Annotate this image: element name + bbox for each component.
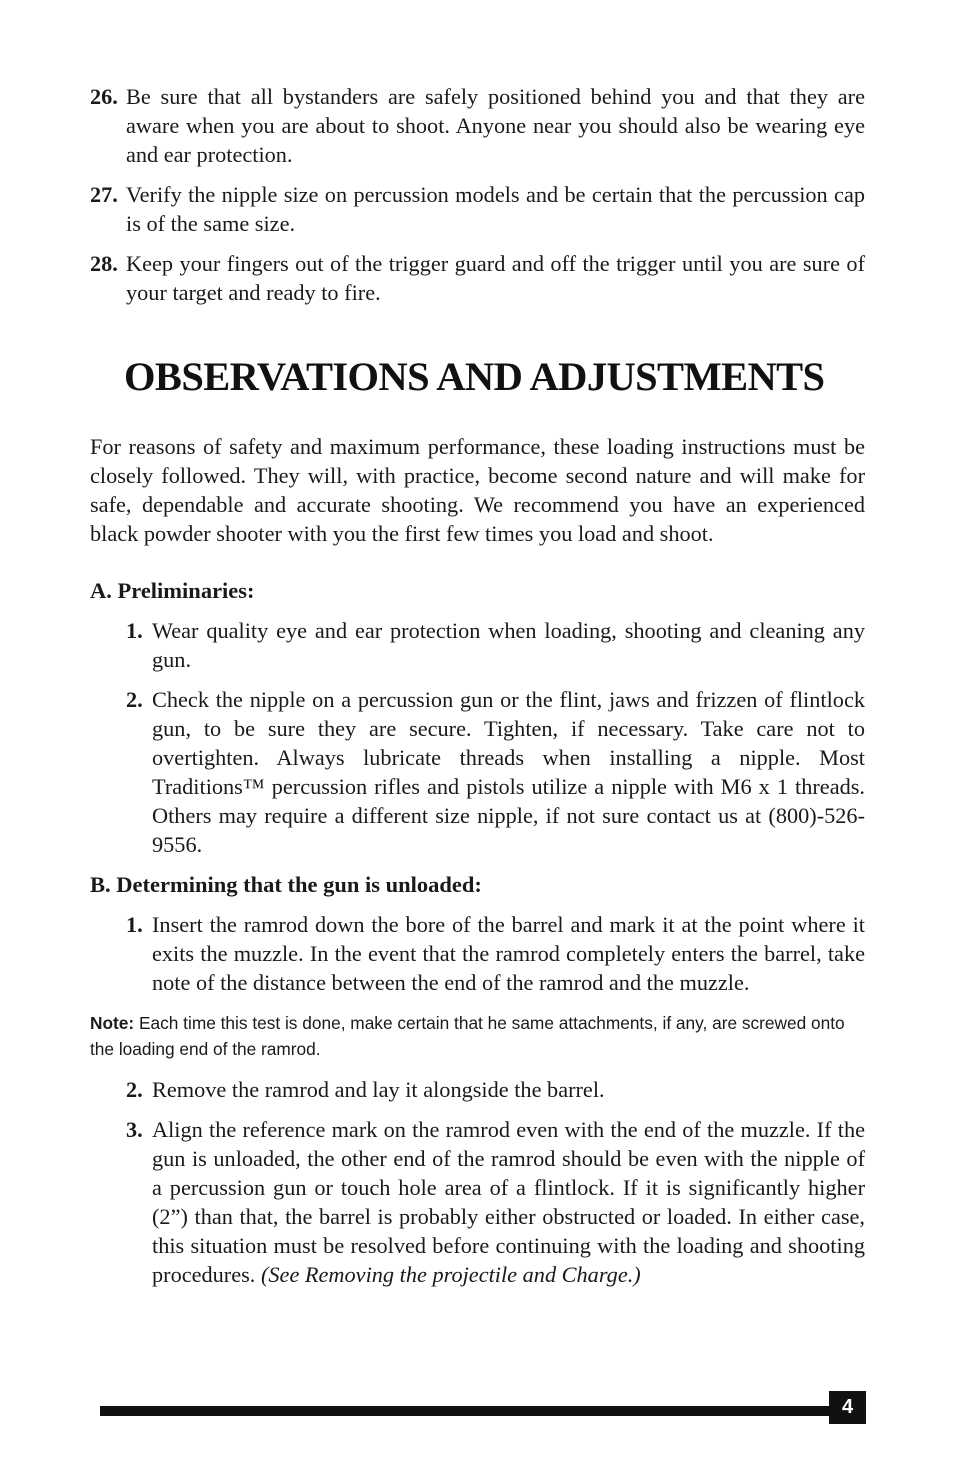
item-text: Be sure that all bystanders are safely positioned behind you and that they are aware when you are about to shoot. Anyone near you should also be wearing eye and ear protection. [126, 84, 865, 167]
unloaded-item-2 [126, 1075, 865, 1104]
note-text: Each time this test is done, make certain that he same attachments, if any, are screwed onto the loading end of the ramrod. [90, 1013, 845, 1059]
item-number: 28. [90, 251, 118, 276]
item-number: 1. [126, 618, 143, 643]
intro-paragraph: For reasons of safety and maximum performance, these loading instructions must be closely followed. They will, with practice, become second nature and will make for safe, dependable and accurate shooting. We recommend you have an experienced black powder shooter with you the first few times you load and shoot. [90, 434, 865, 546]
item-reference: (See Removing the projectile and Charge.) [260, 1262, 641, 1287]
footer-rule [100, 1406, 840, 1416]
unloaded-item-3 [126, 1115, 865, 1289]
unloaded-item-1 [126, 910, 865, 997]
page-content [90, 82, 865, 1300]
item-text: Wear quality eye and ear protection when loading, shooting and cleaning any gun. [152, 618, 865, 672]
item-number: 27. [90, 182, 118, 207]
item-number: 26. [90, 84, 118, 109]
item-text: Remove the ramrod and lay it alongside the barrel. [152, 1077, 605, 1102]
note [90, 1010, 865, 1062]
item-number: 2. [126, 687, 143, 712]
section-a-heading: A. Preliminaries: [90, 578, 255, 603]
page-number: 4 [829, 1391, 866, 1424]
item-text: Verify the nipple size on percussion models and be certain that the percussion cap is of the same size. [126, 182, 865, 236]
note-label: Note: [90, 1013, 135, 1033]
section-title: OBSERVATIONS AND ADJUSTMENTS [124, 354, 825, 399]
preliminary-item-1 [126, 616, 865, 674]
item-number: 1. [126, 912, 143, 937]
preliminary-item-2 [126, 685, 865, 859]
safety-item-28 [90, 249, 865, 307]
item-number: 2. [126, 1077, 143, 1102]
item-text: Insert the ramrod down the bore of the barrel and mark it at the point where it exits the muzzle. In the event that the ramrod completely enters the barrel, take note of the distance between the end of the ramrod and the muzzle. [152, 912, 865, 995]
section-b-heading: B. Determining that the gun is unloaded: [90, 872, 482, 897]
safety-item-26 [90, 82, 865, 169]
safety-item-27 [90, 180, 865, 238]
item-text: Keep your fingers out of the trigger guard and off the trigger until you are sure of your target and ready to fire. [126, 251, 865, 305]
item-text: Align the reference mark on the ramrod even with the end of the muzzle. If the gun is unloaded, the other end of the ramrod should be even with the nipple of a percussion gun or touch hole area of a flintlock. If it is significantly higher (2”) than that, the barrel is probably either obstructed or loaded. In either case, this situation must be resolved before continuing with the loading and shooting procedures. [152, 1117, 865, 1287]
item-text: Check the nipple on a percussion gun or the flint, jaws and frizzen of flintlock gun, to be sure they are secure. Tighten, if necessary. Take care not to overtighten. Always lubricate threads when installing a nipple. Most Traditions™ percussion rifles and pistols utilize a nipple with M6 x 1 threads. Others may require a different size nipple, if not sure contact us at (800)-526-9556. [152, 687, 865, 857]
item-number: 3. [126, 1117, 143, 1142]
